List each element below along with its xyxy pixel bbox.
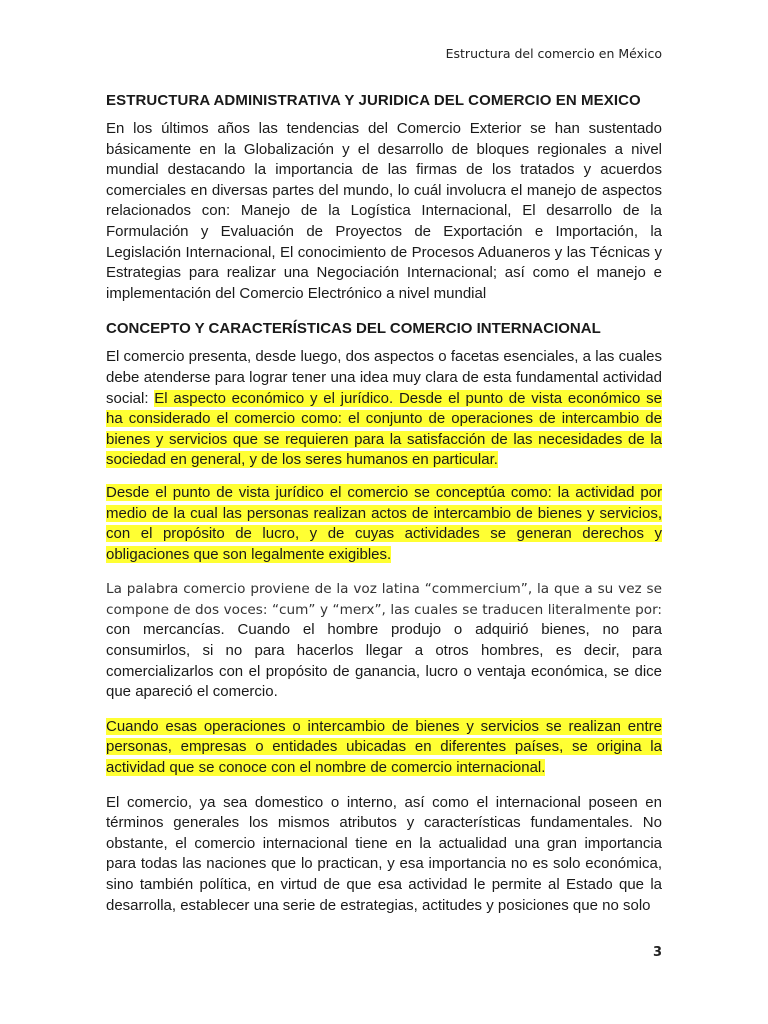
section-heading: CONCEPTO Y CARACTERÍSTICAS DEL COMERCIO INTERNACIONAL (106, 320, 601, 338)
page-number: 3 (652, 945, 662, 960)
etymology-text: La palabra comercio proviene de la voz latina “commercium”, la que a su vez se compone de dos voces: “cum” y “merx”, las cuales se traducen literalmente por: (106, 581, 662, 618)
running-header: Estructura del comercio en México (445, 46, 662, 61)
paragraph-international (106, 717, 662, 779)
etymology-rest: con mercancías. Cuando el hombre produjo o adquirió bienes, no para consumirlos, si no para hacerlos llegar a otros hombres, es decir, para comercializarlos con el propósito de ganancia, lucro o ventaja económica, se dice que apareció el comercio. (106, 621, 662, 701)
document-body (106, 92, 662, 928)
paragraph-aspects-plain: El comercio presenta, desde luego, dos aspectos o facetas esenciales, a las cuales debe atenderse para lograr tener una idea muy clara de esta fundamental actividad social: (106, 348, 662, 407)
paragraph-aspects (106, 347, 662, 471)
document-title: ESTRUCTURA ADMINISTRATIVA Y JURIDICA DEL COMERCIO EN MEXICO (106, 92, 641, 109)
paragraph-intro: En los últimos años las tendencias del Comercio Exterior se han sustentado básicamente en la Globalización y el desarrollo de bloques regionales a nivel mundial destacando la importancia de las firmas de los tratados y acuerdos comerciales en diversas partes del mundo, lo cuál involucra el manejo de aspectos relacionados con: Manejo de la Logística Internacional, El desarrollo de la Formulación y Evaluación de Proyectos de Exportación e Importación, la Legislación Internacional, El conocimiento de Procesos Aduaneros y las Técnicas y Estrategias para realizar una Negociación Internacional; así como el manejo e implementación del Comercio Electrónico a nivel mundial (106, 120, 662, 302)
paragraph-importance: El comercio, ya sea domestico o interno, así como el internacional poseen en términos generales los mismos atributos y características fundamentales. No obstante, el comercio internacional tiene en la actualidad una gran importancia para todas las naciones que lo practican, y esa importancia no es solo económica, sino también política, en virtud de que esa actividad le permite al Estado que la desarrolla, establecer una serie de estrategias, actitudes y posiciones que no solo (106, 793, 662, 914)
paragraph-juridico (106, 483, 662, 565)
highlighted-text: Desde el punto de vista jurídico el comercio se conceptúa como: la actividad por medio de la cual las personas realizan actos de intercambio de bienes y servicios, con el propósito de lucro, y de cuyas actividades se generan derechos y obligaciones que son legalmente exigibles. (106, 483, 662, 563)
paragraph-etymology (106, 579, 662, 703)
highlighted-text: Cuando esas operaciones o intercambio de bienes y servicios se realizan entre personas, empresas o entidades ubicadas en diferentes países, se origina la actividad que se conoce con el nombre de comercio internacional. (106, 717, 662, 777)
highlighted-text: El aspecto económico y el jurídico. Desde el punto de vista económico se ha considerado el comercio como: el conjunto de operaciones de intercambio de bienes y servicios que se requieren para la satisfacción de las necesidades de la sociedad en general, y de los seres humanos en particular. (106, 389, 662, 469)
